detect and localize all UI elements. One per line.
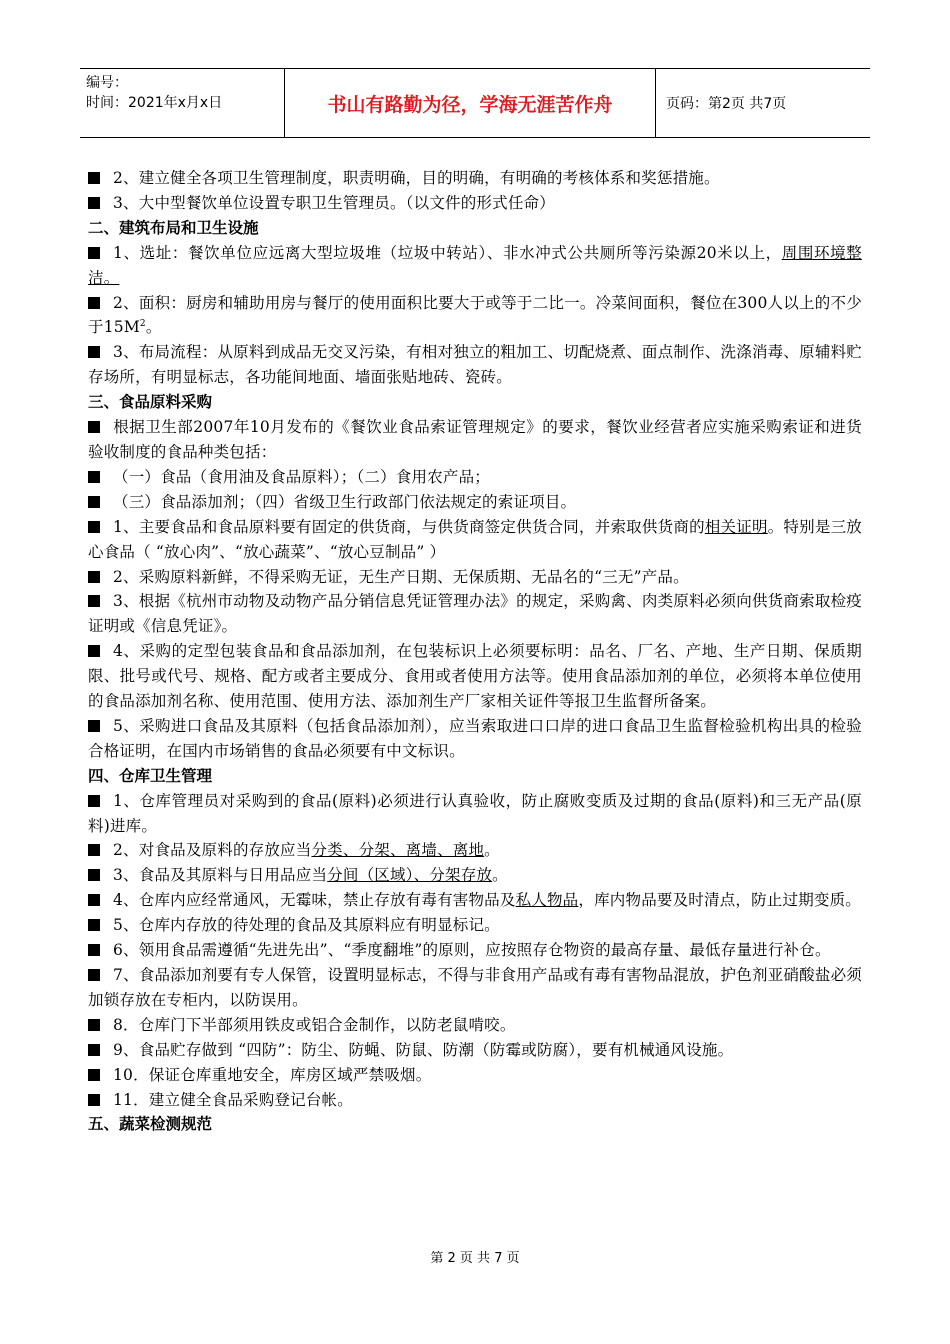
square-bullet-icon: [88, 247, 100, 259]
paragraph: 3、食品及其原料与日用品应当分间（区域）、分架存放。: [88, 863, 862, 888]
paragraph: 4、仓库内应经常通风，无霉味，禁止存放有毒有害物品及私人物品，库内物品要及时清点，防止过期变质。: [88, 888, 862, 913]
square-bullet-icon: [88, 1094, 100, 1106]
square-bullet-icon: [88, 720, 100, 732]
paragraph: 5、采购进口食品及其原料（包括食品添加剂），应当索取进口口岸的进口食品卫生监督检验机构出具的检验合格证明，在国内市场销售的食品必须要有中文标识。: [88, 716, 862, 760]
paragraph: 5、仓库内存放的待处理的食品及其原料应有明显标记。: [88, 913, 862, 938]
square-bullet-icon: [88, 496, 100, 508]
paragraph: 3、大中型餐饮单位设置专职卫生管理员。（以文件的形式任命）: [88, 191, 862, 216]
section-heading: 五、蔬菜检测规范: [88, 1115, 213, 1134]
square-bullet-icon: [88, 197, 100, 209]
square-bullet-icon: [88, 844, 100, 856]
square-bullet-icon: [88, 1019, 100, 1031]
paragraph: 2、面积：厨房和辅助用房与餐厅的使用面积比要大于或等于二比一。冷菜间面积，餐位在300人以上的不少于$15M^2$。: [88, 293, 862, 337]
square-bullet-icon: [88, 645, 100, 657]
square-bullet-icon: [88, 969, 100, 981]
square-bullet-icon: [88, 421, 100, 433]
section-heading: 四、仓库卫生管理: [88, 766, 213, 785]
paragraph: 10．保证仓库重地安全，库房区域严禁吸烟。: [88, 1063, 862, 1088]
square-bullet-icon: [88, 346, 100, 358]
section-heading: 二、建筑布局和卫生设施: [88, 218, 259, 237]
paragraph: 4、采购的定型包装食品和食品添加剂，在包装标识上必须要标明：品名、厂名、产地、生产日期、保质期限、批号或代号、规格、配方或者主要成分、食用或者使用方法等。使用食品添加剂的单位，必须将本单位使用的食品添加剂名称、使用范围、使用方法、添加剂生产厂家相关证件等报卫生监督所备案。: [88, 642, 862, 711]
header-meta: [80, 69, 285, 137]
header-page-label: 页码：第2页 共7页: [666, 96, 787, 112]
number-label: 编号：: [86, 75, 128, 91]
paragraph: 6、领用食品需遵循“先进先出”、“季度翻堆”的原则，应按照存仓物资的最高存量、最低存量进行补仓。: [88, 938, 862, 963]
section-heading: 三、食品原料采购: [88, 393, 213, 412]
square-bullet-icon: [88, 944, 100, 956]
paragraph: 1、仓库管理员对采购到的食品(原料)必须进行认真验收，防止腐败变质及过期的食品(原料)和三无产品(原料)进库。: [88, 791, 862, 835]
paragraph: 2、采购原料新鲜，不得采购无证，无生产日期、无保质期、无品名的“三无”产品。: [88, 565, 862, 590]
document-body: [88, 166, 862, 1137]
square-bullet-icon: [88, 795, 100, 807]
paragraph: （一）食品（食用油及食品原料）；（二）食用农产品；: [88, 465, 862, 490]
paragraph: （三）食品添加剂；（四）省级卫生行政部门依法规定的索证项目。: [88, 490, 862, 515]
square-bullet-icon: [88, 521, 100, 533]
paragraph: 8．仓库门下半部须用铁皮或铝合金制作，以防老鼠啃咬。: [88, 1013, 862, 1038]
time-label: 时间：2021年x月x日: [86, 95, 223, 111]
page-footer: 第 2 页 共 7 页: [430, 1251, 520, 1266]
square-bullet-icon: [88, 894, 100, 906]
square-bullet-icon: [88, 1044, 100, 1056]
header-motto: 书山有路勤为径，学海无涯苦作舟: [285, 69, 656, 137]
paragraph: 7、食品添加剂要有专人保管，设置明显标志，不得与非食用产品或有毒有害物品混放，护色剂亚硝酸盐必须加锁存放在专柜内，以防误用。: [88, 966, 862, 1009]
paragraph: 2、对食品及原料的存放应当分类、分架、离墙、离地。: [88, 838, 862, 863]
paragraph: 2、建立健全各项卫生管理制度，职责明确，目的明确，有明确的考核体系和奖惩措施。: [88, 166, 862, 191]
square-bullet-icon: [88, 571, 100, 583]
paragraph: 根据卫生部2007年10月发布的《餐饮业食品索证管理规定》的要求，餐饮业经营者应实施采购索证和进货验收制度的食品种类包括：: [88, 418, 862, 461]
paragraph: 3、根据《杭州市动物及动物产品分销信息凭证管理办法》的规定，采购禽、肉类原料必须向供货商索取检疫证明或《信息凭证》。: [88, 592, 862, 636]
square-bullet-icon: [88, 869, 100, 881]
square-bullet-icon: [88, 1069, 100, 1081]
square-bullet-icon: [88, 172, 100, 184]
square-bullet-icon: [88, 919, 100, 931]
paragraph: 3、布局流程：从原料到成品无交叉污染，有相对独立的粗加工、切配烧煮、面点制作、洗涤消毒、原辅料贮存场所，有明显标志，各功能间地面、墙面张贴地砖、瓷砖。: [88, 343, 862, 387]
paragraph: 11．建立健全食品采购登记台帐。: [88, 1088, 862, 1113]
page-header: [80, 68, 870, 138]
paragraph: 1、主要食品和食品原料要有固定的供货商，与供货商签定供货合同，并索取供货商的相关证明。特别是三放心食品（ “放心肉”、“放心蔬菜”、“放心豆制品” ）: [88, 517, 862, 561]
paragraph: 9、食品贮存做到 “四防”：防尘、防蝇、防鼠、防潮（防霉或防腐），要有机械通风设施。: [88, 1038, 862, 1063]
paragraph: 1、选址：餐饮单位应远离大型垃圾堆（垃圾中转站）、非水冲式公共厕所等污染源20米以上，周围环境整洁。: [88, 243, 862, 287]
square-bullet-icon: [88, 595, 100, 607]
square-bullet-icon: [88, 471, 100, 483]
square-bullet-icon: [88, 297, 100, 309]
